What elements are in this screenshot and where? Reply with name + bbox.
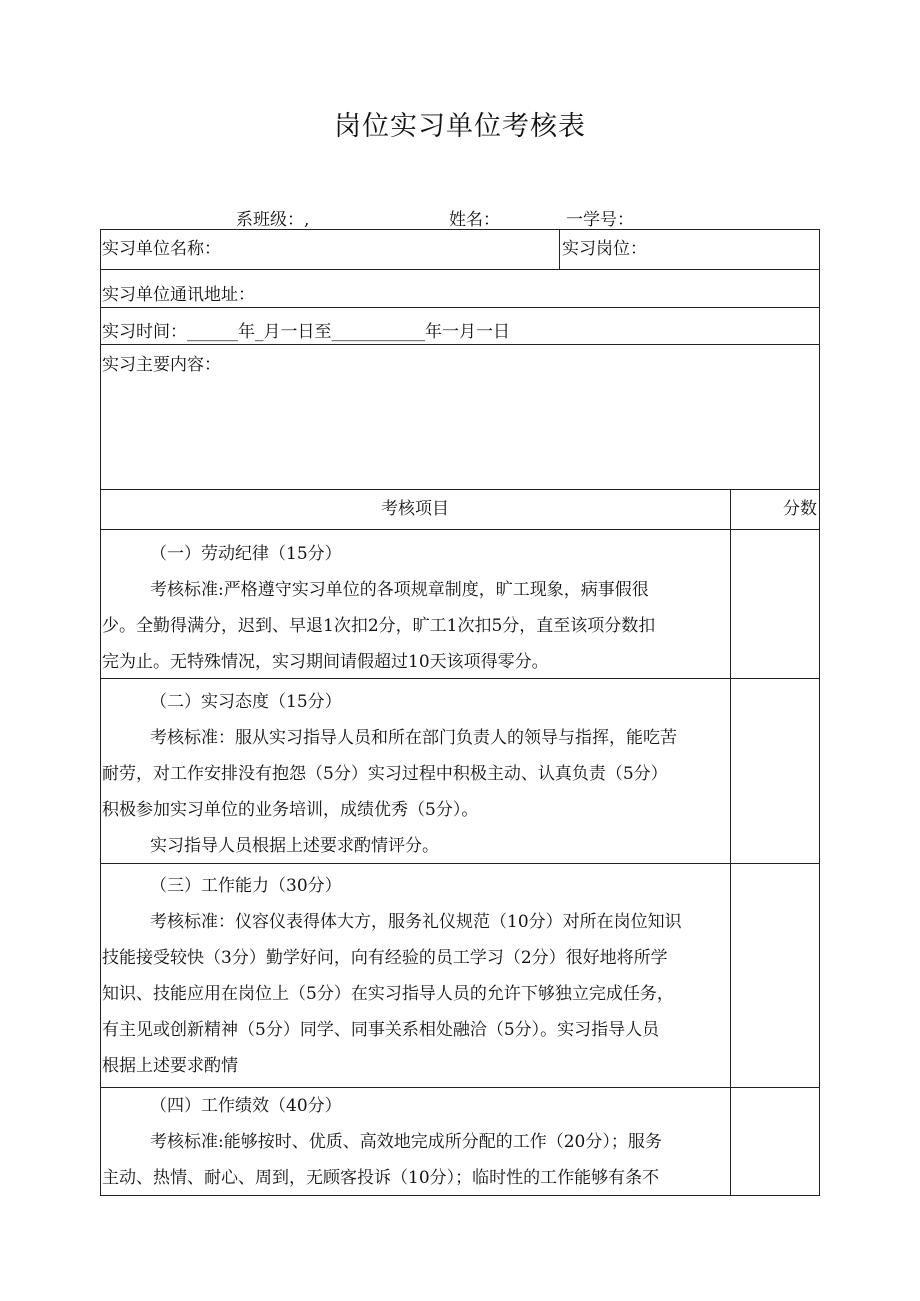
student-id-label: 一学号： xyxy=(566,210,634,230)
section-line: 根据上述要求酌情 xyxy=(102,1056,238,1076)
section-labor-discipline xyxy=(102,536,728,680)
section-line: 积极参加实习单位的业务培训，成绩优秀（5分）。 xyxy=(102,800,479,820)
section-line: 少。全勤得满分，迟到、早退1次扣2分，旷工1次扣5分，直至该项分数扣 xyxy=(102,616,656,636)
page-title: 岗位实习单位考核表 xyxy=(334,111,586,142)
section-attitude xyxy=(102,684,728,864)
address-label: 实习单位通讯地址： xyxy=(102,285,255,305)
section-line: 知识、技能应用在岗位上（5分）在实习指导人员的允许下够独立完成任务， xyxy=(102,984,674,1004)
section-line: 主动、热情、耐心、周到，无顾客投诉（10分）；临时性的工作能够有条不 xyxy=(102,1168,660,1188)
section-line: 有主见或创新精神（5分）同学、同事关系相处融洽（5分）。实习指导人员 xyxy=(102,1020,660,1040)
section-line: 考核标准:能够按时、优质、高效地完成所分配的工作（20分）；服务 xyxy=(150,1132,662,1152)
post-label: 实习岗位： xyxy=(562,239,647,259)
section-heading: （三）工作能力（30分） xyxy=(150,876,342,896)
section-line: 考核标准：服从实习指导人员和所在部门负责人的领导与指挥，能吃苦 xyxy=(150,728,677,748)
row-divider xyxy=(100,529,820,530)
unit-name-label: 实习单位名称： xyxy=(102,239,221,259)
section-heading: （二）实习态度（15分） xyxy=(150,692,342,712)
class-label: 系班级：, xyxy=(236,210,310,230)
section-line: 考核标准：仪容仪表得体大方，服务礼仪规范（10分）对所在岗位知识 xyxy=(150,912,682,932)
internship-time: 实习时间：______年_月一日至___________年一月一日 xyxy=(102,322,510,342)
row-divider xyxy=(100,489,820,490)
section-line: 完为止。无特殊情况，实习期间请假超过10天该项得零分。 xyxy=(102,652,549,672)
section-line: 耐劳，对工作安排没有抱怨（5分）实习过程中积极主动、认真负责（5分） xyxy=(102,764,668,784)
column-divider xyxy=(730,489,731,1196)
section-performance xyxy=(102,1088,728,1196)
content-label: 实习主要内容： xyxy=(102,355,221,375)
name-label: 姓名： xyxy=(449,210,500,230)
row-divider xyxy=(100,307,820,308)
item-header: 考核项目 xyxy=(381,499,449,519)
section-line: 考核标准:严格遵守实习单位的各项规章制度，旷工现象，病事假很 xyxy=(150,580,649,600)
section-heading: （一）劳动纪律（15分） xyxy=(150,544,342,564)
column-divider xyxy=(559,229,560,269)
score-header: 分数 xyxy=(783,499,817,519)
row-divider xyxy=(100,344,820,345)
row-divider xyxy=(100,269,820,270)
section-line: 实习指导人员根据上述要求酌情评分。 xyxy=(150,836,439,856)
section-work-ability xyxy=(102,868,728,1084)
section-line: 技能接受较快（3分）勤学好问，向有经验的员工学习（2分）很好地将所学 xyxy=(102,948,668,968)
section-heading: （四）工作绩效（40分） xyxy=(150,1096,342,1116)
